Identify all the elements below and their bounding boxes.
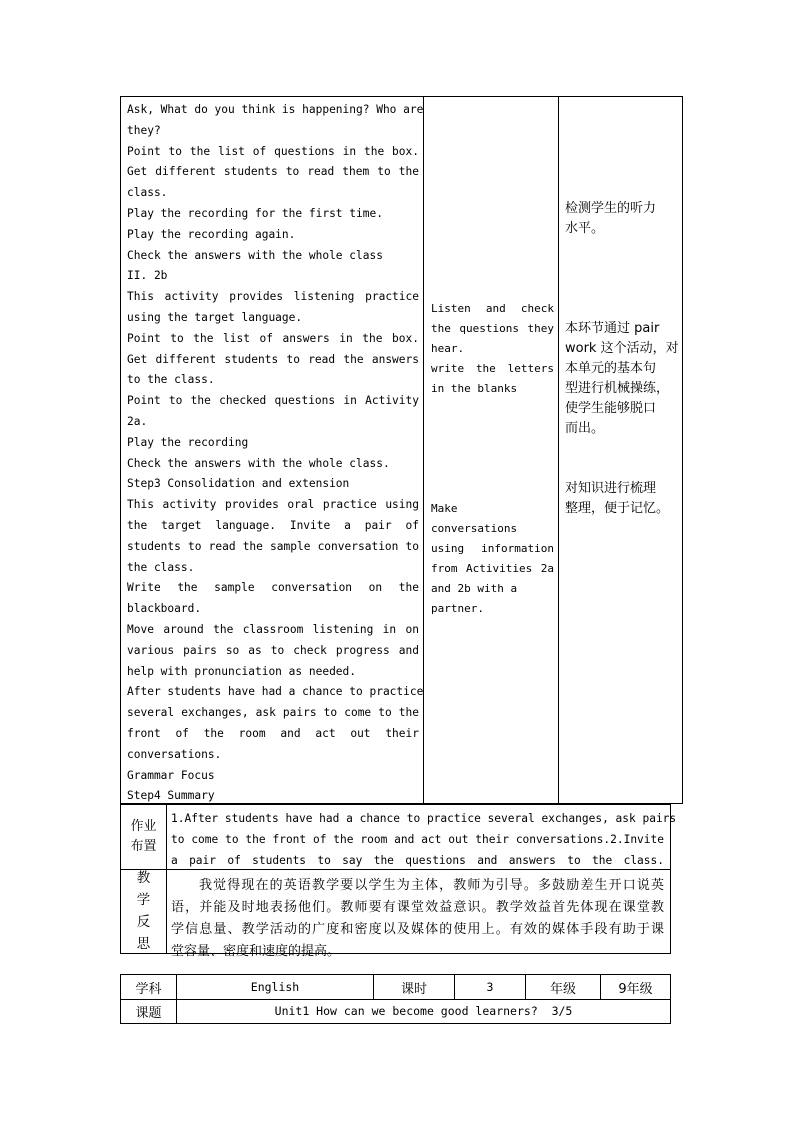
teacher-activity-line: This activity provides listening practice <box>127 290 419 304</box>
teacher-activity-line: Play the recording <box>127 435 249 449</box>
reflection-line: 语，并能及时地表扬他们。教师要有课堂效益意识。教学效益首先体现在课堂教 <box>171 900 664 915</box>
teacher-activity-line: Check the answers with the whole class <box>127 248 383 262</box>
teacher-activity-line: II. 2b <box>127 269 168 283</box>
teacher-activity-line: the target language. Invite a pair of <box>127 518 419 532</box>
teacher-activity-line: Point to the list of questions in the box. <box>127 144 419 158</box>
grade-label: 年级 <box>525 975 600 999</box>
homework-line: 1.After students have had a chance to practice several exchanges, ask pairs <box>171 812 677 825</box>
student-activity-listen <box>431 299 554 399</box>
lesson-process-table <box>120 96 683 804</box>
teacher-activity-line: using the target language. <box>127 310 303 324</box>
period-value: 3 <box>486 980 494 994</box>
design-purpose-listening <box>565 199 679 239</box>
student-activity-line: in the blanks <box>431 382 518 395</box>
homework-label-line2: 布置 <box>130 839 157 854</box>
teacher-activity-line: Play the recording for the first time. <box>127 206 383 220</box>
teacher-activity-line: Ask, What do you think is happening? Who are <box>127 103 424 116</box>
teacher-activity-text <box>127 100 424 803</box>
teacher-activity-line: they? <box>127 123 161 137</box>
reflection-label-char: 反 <box>136 914 151 930</box>
homework-reflection-table <box>120 804 677 959</box>
design-purpose-line: 对知识进行梳理 <box>565 481 657 496</box>
period-label: 课时 <box>373 975 454 999</box>
design-purpose-line: 本单元的基本句 <box>565 361 657 376</box>
homework-row <box>121 805 677 870</box>
design-purpose-review <box>565 479 679 519</box>
design-purpose-line: 使学生能够脱口 <box>565 401 657 416</box>
subject-value: English <box>250 980 300 994</box>
teacher-activity-line: Move around the classroom listening in on <box>127 622 419 636</box>
student-activity-line: the questions they <box>431 322 554 335</box>
teacher-activity-line: Play the recording again. <box>127 227 296 241</box>
student-activity-conversation <box>431 499 554 619</box>
student-activity-line: Make <box>431 502 458 515</box>
info-row-subject <box>121 975 670 1000</box>
teacher-activity-line: This activity provides oral practice using <box>127 498 419 512</box>
teacher-activity-line: Write the sample conversation on the <box>127 581 419 595</box>
teacher-activity-line: Get different students to read the answers <box>127 352 419 366</box>
teacher-activity-line: help with pronunciation as needed. <box>127 664 357 678</box>
teacher-activity-line: front of the room and act out their <box>127 726 419 740</box>
teacher-activity-line: to the class. <box>127 373 215 387</box>
lesson-info-table <box>120 974 671 1024</box>
teacher-activity-line: the class. <box>127 560 195 574</box>
student-activity-line: from Activities 2a <box>431 562 554 575</box>
period-value-cell <box>454 975 525 999</box>
student-activity-line: write the letters <box>431 362 554 375</box>
reflection-label-char: 学 <box>136 892 151 908</box>
teacher-activity-line: conversations. <box>127 747 222 761</box>
design-purpose-line: 型进行机械操练， <box>565 381 670 396</box>
teacher-activity-line: blackboard. <box>127 602 202 616</box>
teacher-activity-line: After students have had a chance to practice <box>127 685 424 699</box>
teacher-activity-line: Step3 Consolidation and extension <box>127 477 350 491</box>
design-purpose-line: 检测学生的听力 <box>565 201 657 216</box>
reflection-content <box>171 875 664 963</box>
design-purpose-line: 而出。 <box>565 421 605 436</box>
design-purpose-line: work 这个活动，对 <box>565 341 679 356</box>
reflection-label-char: 思 <box>136 936 151 952</box>
design-purpose-line: 整理，便于记忆。 <box>565 501 670 516</box>
teacher-activity-line: Get different students to read them to the <box>127 165 419 179</box>
reflection-line: 堂容量、密度和速度的提高。 <box>171 944 341 959</box>
grade-value: 9年级 <box>600 975 670 999</box>
homework-label <box>121 805 167 869</box>
reflection-row <box>121 869 670 959</box>
design-purpose-line: 水平。 <box>565 221 605 236</box>
student-activity-line: conversations <box>431 522 518 535</box>
homework-line: a pair of students to say the questions and answers to the class. <box>171 854 664 867</box>
subject-label: 学科 <box>135 981 162 997</box>
topic-value: Unit1 How can we become good learners? 3/5 <box>274 1004 573 1018</box>
teacher-activity-line: various pairs so as to check progress and <box>127 643 419 657</box>
teacher-activity-line: several exchanges, ask pairs to come to the <box>127 706 419 720</box>
design-purpose-line: 本环节通过 pair <box>565 321 660 336</box>
teacher-activity-line: 2a. <box>127 414 148 428</box>
teacher-activity-line: Step4 Summary <box>127 789 215 803</box>
teacher-activity-line: students to read the sample conversation to <box>127 539 419 553</box>
design-purpose-column <box>559 97 683 803</box>
reflection-line: 学信息量、教学活动的广度和密度以及媒体的使用上。有效的媒体手段有助于课 <box>171 922 664 937</box>
student-activity-column <box>424 97 559 803</box>
subject-value-cell <box>176 975 373 999</box>
teacher-activity-line: class. <box>127 186 168 200</box>
homework-label-line1: 作业 <box>130 819 157 834</box>
teacher-activity-line: Point to the checked questions in Activity <box>127 394 419 408</box>
teacher-activity-line: Point to the list of answers in the box. <box>127 331 419 345</box>
reflection-label <box>121 869 167 953</box>
teacher-activity-line: Check the answers with the whole class. <box>127 456 390 470</box>
homework-line: to come to the front of the room and act out their conversations.2.Invite <box>171 833 664 846</box>
reflection-line: 我觉得现在的英语教学要以学生为主体，教师为引导。多鼓励差生开口说英 <box>199 878 664 893</box>
reflection-label-char: 教 <box>136 870 151 886</box>
student-activity-line: and 2b with a <box>431 582 518 595</box>
homework-content <box>171 808 677 871</box>
student-activity-line: using information <box>431 542 554 555</box>
info-row-topic <box>121 999 670 1023</box>
topic-value-cell <box>176 999 670 1023</box>
teacher-activity-line: Grammar Focus <box>127 768 215 782</box>
topic-label: 课题 <box>135 1005 162 1021</box>
student-activity-line: hear. <box>431 342 465 355</box>
student-activity-line: partner. <box>431 602 484 615</box>
student-activity-line: Listen and check <box>431 302 554 315</box>
design-purpose-pair-work <box>565 319 679 439</box>
teacher-activity-column <box>121 97 424 803</box>
